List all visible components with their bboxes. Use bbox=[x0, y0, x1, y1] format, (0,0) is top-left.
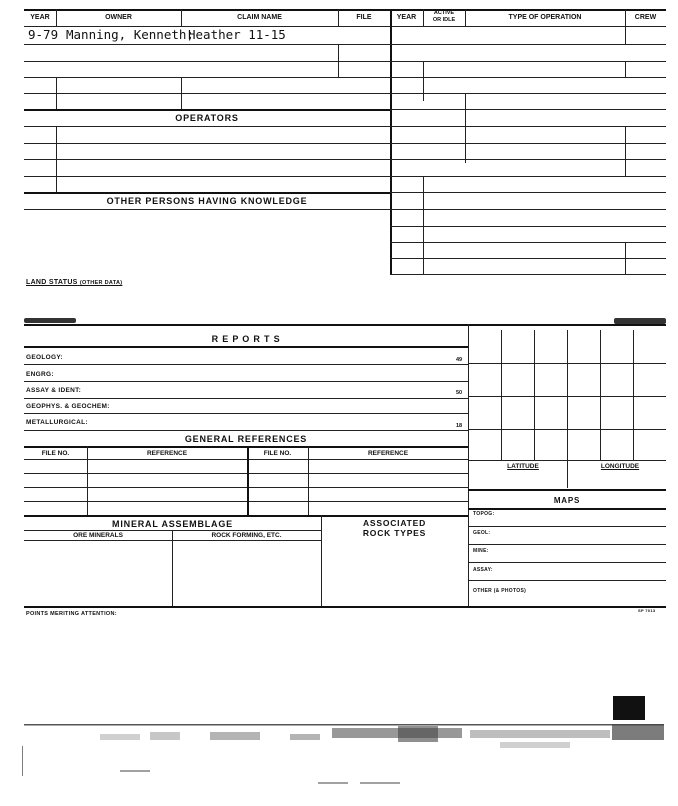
header-rock-forming: ROCK FORMING, ETC. bbox=[211, 532, 282, 539]
report-geology: GEOLOGY: bbox=[26, 354, 63, 361]
maps-other: OTHER (& PHOTOS) bbox=[473, 588, 527, 594]
report-metallurgical: METALLURGICAL: bbox=[26, 419, 88, 426]
maps-mine: MINE: bbox=[473, 548, 489, 554]
gr-header-file-no-2: FILE NO. bbox=[263, 450, 292, 457]
general-references-title: GENERAL REFERENCES bbox=[184, 434, 308, 444]
associated-rock-types-1: ASSOCIATED bbox=[362, 518, 427, 528]
report-engrg: ENGRG: bbox=[26, 371, 54, 378]
header-crew: CREW bbox=[634, 14, 657, 21]
maps-assay: ASSAY: bbox=[473, 567, 493, 573]
maps-topog: TOPOG: bbox=[473, 511, 495, 517]
header-active-1: ACTIVE bbox=[433, 10, 455, 16]
maps-title: MAPS bbox=[553, 496, 581, 505]
report-number-50: 50 bbox=[456, 390, 463, 396]
points-meriting-attention: POINTS MERITING ATTENTION: bbox=[26, 611, 117, 617]
header-type-of-operation: TYPE OF OPERATION bbox=[508, 14, 582, 21]
report-geophys: GEOPHYS. & GEOCHEM: bbox=[26, 403, 110, 410]
header-file: FILE bbox=[356, 14, 372, 21]
header-owner: OWNER bbox=[105, 14, 132, 21]
gr-header-reference-2: REFERENCE bbox=[367, 450, 409, 457]
entry-owner: Manning, Kenneth; bbox=[66, 27, 194, 42]
longitude-label: LONGITUDE bbox=[600, 463, 640, 470]
header-year: YEAR bbox=[30, 14, 50, 21]
reports-title: R E P O R T S bbox=[211, 334, 281, 344]
form-code: SP 7013 bbox=[638, 608, 656, 613]
header-claim-name: CLAIM NAME bbox=[237, 14, 282, 21]
land-status-sub: (OTHER DATA) bbox=[79, 280, 123, 286]
maps-geol: GEOL: bbox=[473, 530, 491, 536]
header-active-2: OR IDLE bbox=[432, 17, 456, 23]
entry-claim-name: Heather 11-15 bbox=[188, 27, 286, 42]
header-ore-minerals: ORE MINERALS bbox=[73, 532, 123, 539]
gr-header-file-no-1: FILE NO. bbox=[41, 450, 70, 457]
report-assay: ASSAY & IDENT: bbox=[26, 387, 82, 394]
operators-title: OPERATORS bbox=[175, 113, 239, 123]
land-status-title: LAND STATUS bbox=[26, 279, 78, 286]
associated-rock-types-2: ROCK TYPES bbox=[362, 528, 427, 538]
mineral-assemblage-title: MINERAL ASSEMBLAGE bbox=[112, 519, 233, 529]
entry-year: 9-79 bbox=[28, 27, 59, 42]
gr-header-reference-1: REFERENCE bbox=[146, 450, 188, 457]
report-number-49: 49 bbox=[456, 357, 463, 363]
land-status-label bbox=[26, 279, 122, 286]
latitude-label: LATITUDE bbox=[507, 463, 539, 470]
scan-noise bbox=[0, 690, 678, 806]
other-persons-title: OTHER PERSONS HAVING KNOWLEDGE bbox=[106, 196, 308, 206]
header-year-2: YEAR bbox=[396, 14, 417, 21]
report-number-18: 18 bbox=[456, 423, 463, 429]
